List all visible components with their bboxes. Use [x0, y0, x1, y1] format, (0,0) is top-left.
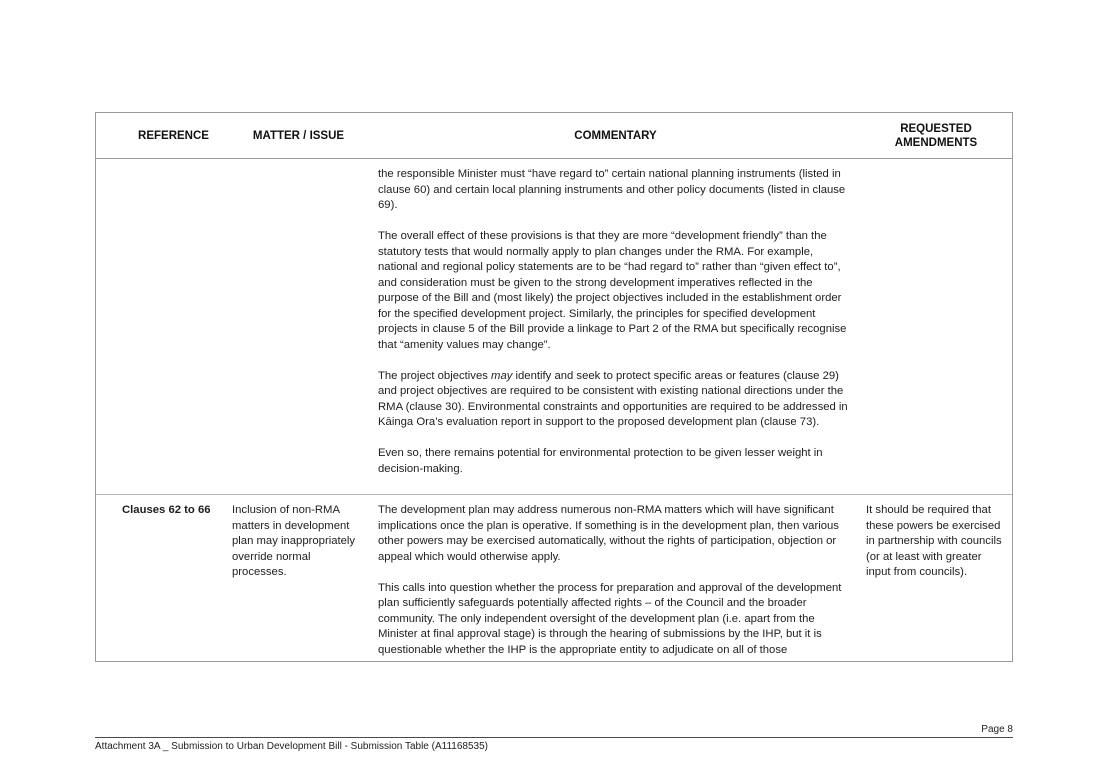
header-amendments	[866, 113, 1006, 158]
row2-commentary-p2: This calls into question whether the process for preparation and approval of the development plan sufficiently safeguards potentially affected rights – of the Council and the broader community. The only independent oversight of the development plan (i.e. apart from the Minister at final approval stage) is through the hearing of submissions by the IHP, but it is questionable whether the IHP is the appropriate entity to adjudicate on all of those	[378, 581, 842, 656]
submission-table	[95, 112, 1013, 662]
header-reference-label: REFERENCE	[138, 129, 209, 142]
header-commentary	[378, 113, 853, 158]
row2-reference: Clauses 62 to 66	[122, 504, 211, 516]
row1-commentary-p2: The overall effect of these provisions is that they are more “development friendly” than the statutory tests that would normally apply to plan changes under the RMA. For example, national and regional policy statements are to be “had regard to” rather than “given effect to”, and consideration must be given to the strong development imperatives reflected in the purpose of the Bill and (most likely) the project objectives included in the establishment order for the specified development project. Similarly, the principles for specified development projects in clause 5 of the Bill provide a linkage to Part 2 of the RMA but specifically recognise that “amenity values may change”.	[378, 230, 847, 351]
table-header	[96, 113, 1012, 159]
footer-divider	[95, 737, 1013, 738]
footer-text: Attachment 3A _ Submission to Urban Development Bill - Submission Table (A11168535)	[95, 741, 488, 752]
row1-commentary-p3-emphasis: may	[491, 369, 513, 382]
row1-commentary-p3-after: identify and seek to protect specific areas or features (clause 29) and project objectives are required to be consistent with existing national directions under the RMA (clause 30). Environmental constraints and opportunities are required to be addressed in Kāinga Ora’s evaluation report in support to the proposed development plan (clause 73).	[378, 369, 848, 428]
row2-matter: Inclusion of non-RMA matters in development plan may inappropriately override normal processes.	[232, 504, 356, 578]
row2-amendments: It should be required that these powers be exercised in partnership with councils (or at least with greater input from councils).	[866, 504, 1002, 578]
header-matter-label: MATTER / ISSUE	[252, 129, 345, 142]
page-number: Page 8	[981, 724, 1013, 735]
row1-commentary-p1: the responsible Minister must “have regard to” certain national planning instruments (listed in clause 60) and certain local planning instruments and other policy documents (listed in clause 69).	[378, 168, 846, 211]
header-reference	[116, 113, 231, 158]
row2-commentary-p1: The development plan may address numerous non-RMA matters which will have significant implications once the plan is operative. If something is in the development plan, then various other powers may be exercised automatically, without the rights of participation, objection or appeal which would otherwise apply.	[378, 504, 839, 563]
header-matter	[236, 113, 361, 158]
row2-commentary	[378, 503, 854, 658]
header-amendments-label-2: AMENDMENTS	[894, 136, 978, 149]
row-divider	[96, 494, 1012, 495]
header-commentary-label: COMMENTARY	[574, 129, 657, 142]
row1-commentary-p3	[378, 369, 854, 431]
row1-commentary	[378, 167, 854, 477]
row1-commentary-p4: Even so, there remains potential for environmental protection to be given lesser weight in decision-making.	[378, 447, 823, 475]
row1-commentary-p3-before: The project objectives	[378, 369, 492, 382]
header-amendments-label-1: REQUESTED	[900, 122, 972, 135]
